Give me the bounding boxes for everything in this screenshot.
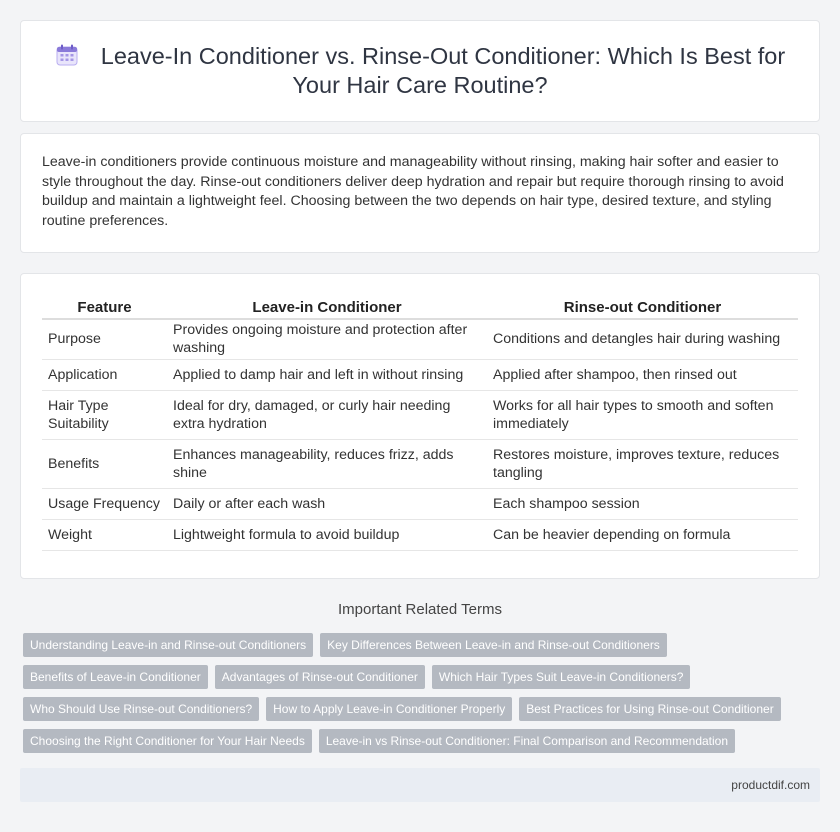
related-terms-heading: Important Related Terms bbox=[338, 601, 502, 618]
table-cell: Applied to damp hair and left in without rinsing bbox=[167, 359, 487, 390]
column-header-rinse-out: Rinse-out Conditioner bbox=[487, 296, 798, 319]
column-header-feature: Feature bbox=[42, 296, 167, 319]
table-cell: Lightweight formula to avoid buildup bbox=[167, 519, 487, 550]
calendar-icon bbox=[55, 43, 79, 67]
table-row bbox=[42, 319, 798, 359]
table-cell: Purpose bbox=[42, 319, 167, 359]
table-row bbox=[42, 519, 798, 550]
related-term-tag[interactable]: Understanding Leave-in and Rinse-out Conditioners bbox=[23, 633, 313, 657]
table-header-row bbox=[42, 296, 798, 319]
related-terms-list bbox=[23, 633, 813, 761]
table-cell: Benefits bbox=[42, 439, 167, 488]
table-cell: Can be heavier depending on formula bbox=[487, 519, 798, 550]
table-cell: Conditions and detangles hair during washing bbox=[487, 319, 798, 359]
table-row bbox=[42, 359, 798, 390]
table-cell: Restores moisture, improves texture, reduces tangling bbox=[487, 439, 798, 488]
table-cell: Usage Frequency bbox=[42, 488, 167, 519]
page-title bbox=[21, 42, 819, 100]
summary-card bbox=[20, 133, 820, 253]
related-term-tag[interactable]: How to Apply Leave-in Conditioner Properly bbox=[266, 697, 512, 721]
related-term-tag[interactable]: Who Should Use Rinse-out Conditioners? bbox=[23, 697, 259, 721]
table-cell: Ideal for dry, damaged, or curly hair needing extra hydration bbox=[167, 390, 487, 439]
table-cell: Hair Type Suitability bbox=[42, 390, 167, 439]
table-cell: Works for all hair types to smooth and soften immediately bbox=[487, 390, 798, 439]
title-card bbox=[20, 20, 820, 122]
related-term-tag[interactable]: Leave-in vs Rinse-out Conditioner: Final Comparison and Recommendation bbox=[319, 729, 735, 753]
table-cell: Weight bbox=[42, 519, 167, 550]
related-term-tag[interactable]: Which Hair Types Suit Leave-in Conditioners? bbox=[432, 665, 691, 689]
title-line-1: Leave-In Conditioner vs. Rinse-Out Conditioner: Which Is Best for bbox=[100, 43, 786, 69]
table-row bbox=[42, 390, 798, 439]
table-cell: Enhances manageability, reduces frizz, adds shine bbox=[167, 439, 487, 488]
footer-site-link[interactable]: productdif.com bbox=[731, 778, 810, 792]
related-term-tag[interactable]: Best Practices for Using Rinse-out Conditioner bbox=[519, 697, 780, 721]
table-cell: Application bbox=[42, 359, 167, 390]
title-line-2: Your Hair Care Routine? bbox=[292, 72, 548, 98]
related-term-tag[interactable]: Choosing the Right Conditioner for Your Hair Needs bbox=[23, 729, 312, 753]
table-cell: Provides ongoing moisture and protection after washing bbox=[167, 319, 487, 359]
table-row bbox=[42, 488, 798, 519]
table-cell: Applied after shampoo, then rinsed out bbox=[487, 359, 798, 390]
table-cell: Daily or after each wash bbox=[167, 488, 487, 519]
comparison-card bbox=[20, 273, 820, 579]
comparison-table bbox=[42, 296, 798, 551]
related-term-tag[interactable]: Benefits of Leave-in Conditioner bbox=[23, 665, 208, 689]
table-cell: Each shampoo session bbox=[487, 488, 798, 519]
summary-text: Leave-in conditioners provide continuous moisture and manageability without rinsing, making hair softer and easier to style throughout the day. Rinse-out conditioners deliver deep hydration and repair but require thorough rinsing to avoid buildup and maintain a lightweight feel. Choosing between the two depends on hair type, desired texture, and styling routine preferences. bbox=[42, 154, 784, 229]
column-header-leave-in: Leave-in Conditioner bbox=[167, 296, 487, 319]
related-term-tag[interactable]: Advantages of Rinse-out Conditioner bbox=[215, 665, 425, 689]
table-row bbox=[42, 439, 798, 488]
footer bbox=[20, 768, 820, 802]
related-term-tag[interactable]: Key Differences Between Leave-in and Rinse-out Conditioners bbox=[320, 633, 667, 657]
